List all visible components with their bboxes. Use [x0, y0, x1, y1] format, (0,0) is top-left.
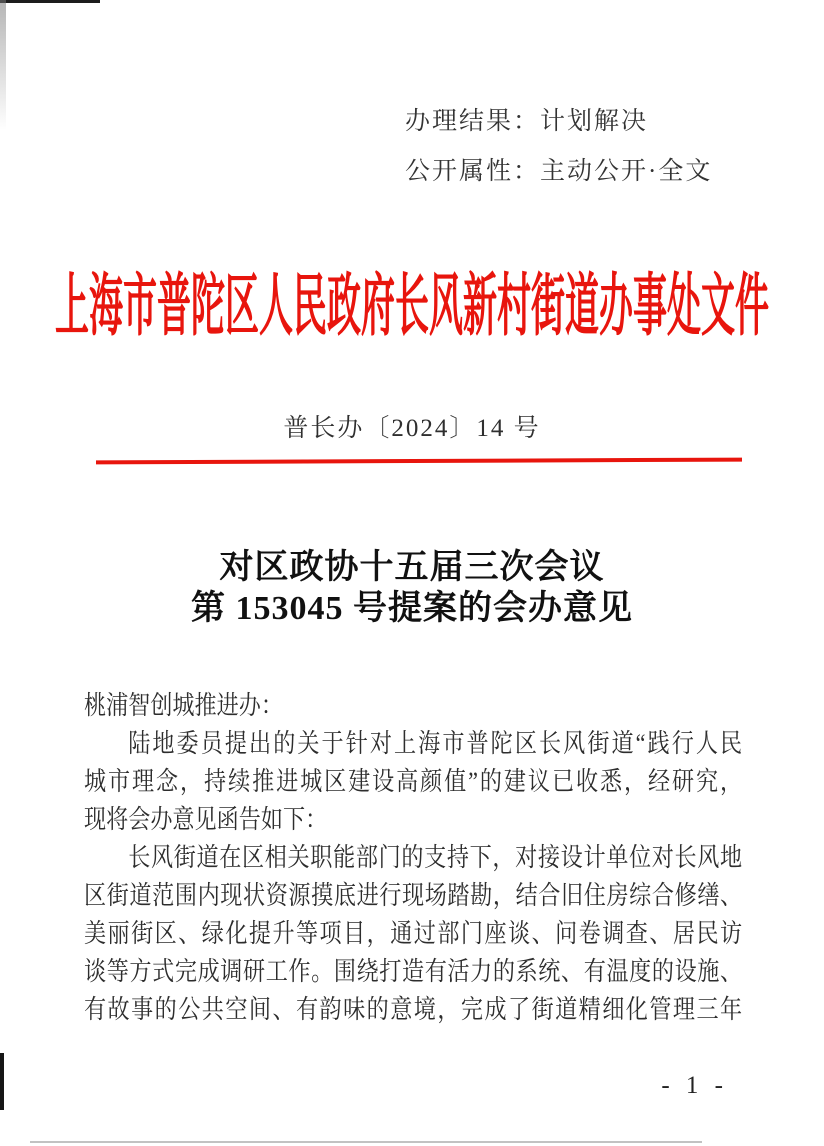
body-line-recipient: 桃浦智创城推进办：	[84, 691, 283, 720]
red-separator-line	[96, 458, 742, 465]
body-line: 美丽街区、绿化提升等项目，通过部门座谈、问卷调查、居民访	[84, 919, 743, 948]
handling-result-text: 办理结果：计划解决	[405, 108, 649, 135]
publicity-text: 公开属性：主动公开·全文	[405, 158, 713, 185]
document-body	[84, 687, 742, 1029]
body-line: 谈等方式完成调研工作。围绕打造有活力的系统、有温度的设施、	[84, 957, 743, 986]
doc-number: 普长办〔2024〕14 号	[283, 415, 541, 442]
scan-artifact-left-fade	[0, 0, 6, 130]
letterhead-title: 上海市普陀区人民政府长风新村街道办事处文件	[55, 268, 770, 344]
scan-artifact-left-bar	[0, 1053, 4, 1110]
body-line: 长风街道在区相关职能部门的支持下，对接设计单位对长风地	[128, 843, 743, 872]
header-info-block	[405, 97, 712, 197]
letterhead	[0, 266, 824, 346]
subject-title-line2: 第 153045 号提案的会办意见	[191, 590, 633, 627]
body-line: 有故事的公共空间、有韵味的意境，完成了街道精细化管理三年	[84, 995, 743, 1024]
body-line: 区街道范围内现状资源摸底进行现场踏勘，结合旧住房综合修缮、	[84, 881, 743, 910]
body-line: 陆地委员提出的关于针对上海市普陀区长风街道“践行人民	[128, 729, 743, 758]
scan-artifact-top-edge	[0, 0, 100, 3]
body-line: 现将会办意见函告如下：	[84, 805, 328, 834]
subject-title-line1: 对区政协十五届三次会议	[219, 549, 605, 586]
page-number: - 1 -	[661, 1072, 728, 1099]
scan-artifact-bottom-line	[30, 1141, 702, 1143]
subject-title	[0, 547, 824, 629]
body-line: 城市理念，持续推进城区建设高颜值”的建议已收悉，经研究，	[84, 767, 743, 796]
